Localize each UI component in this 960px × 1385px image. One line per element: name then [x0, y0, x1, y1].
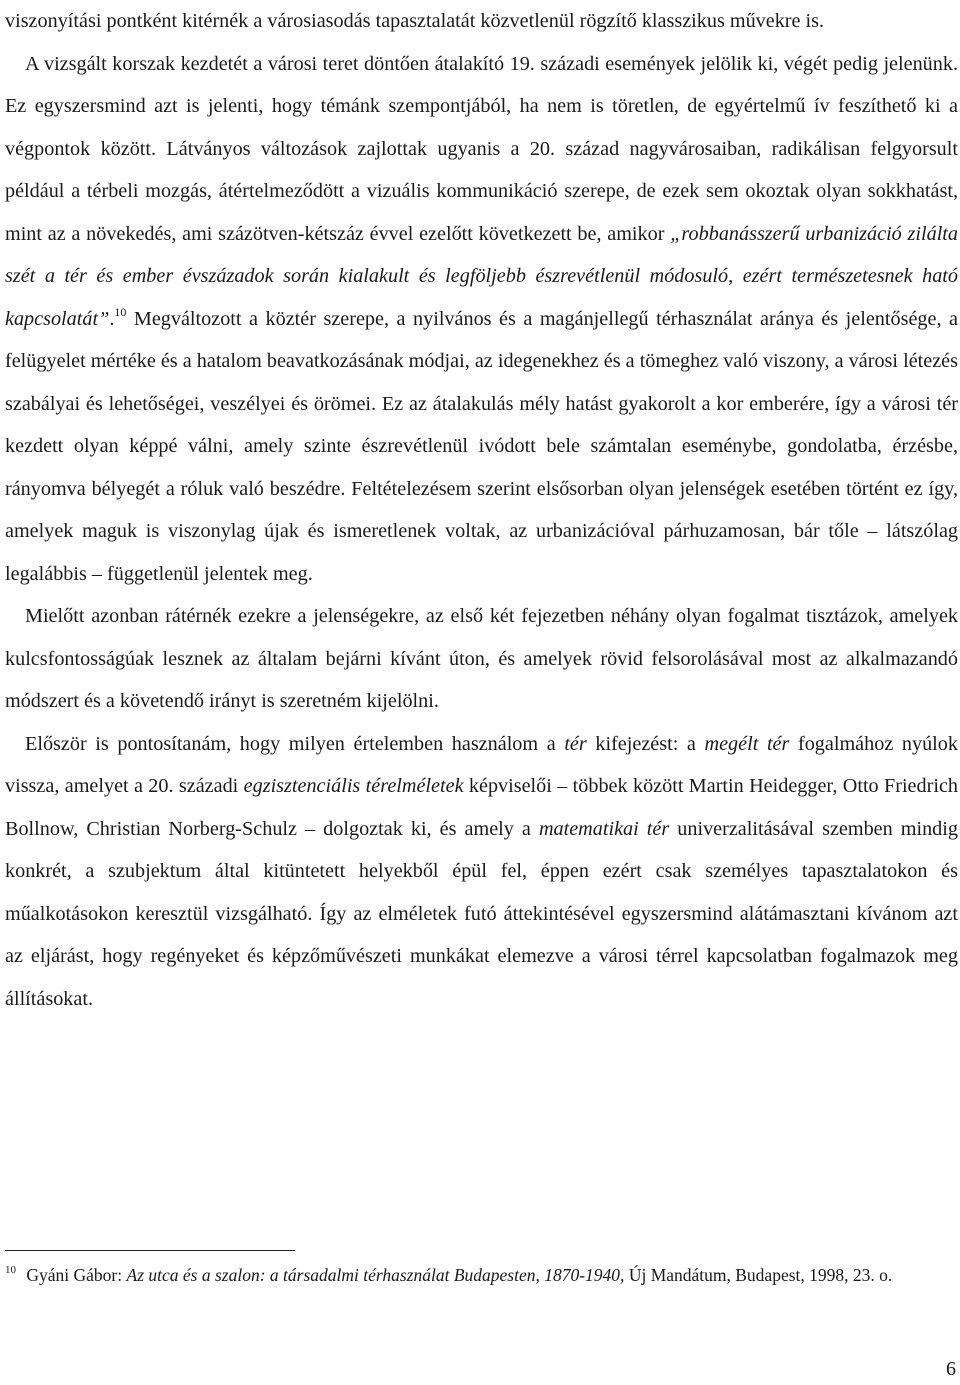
italic-term-egzisztencialis: egzisztenciális térelméletek: [243, 775, 464, 797]
footnote-author: Gyáni Gábor:: [22, 1265, 127, 1285]
page-number: 6: [946, 1358, 956, 1380]
paragraph-4-text-b: kifejezést: a: [586, 732, 705, 755]
footnote-reference[interactable]: 10: [114, 304, 127, 319]
paragraph-1: [5, 0, 958, 43]
paragraph-4-text-a: Először is pontosítanám, hogy milyen értelemben használom a: [25, 732, 565, 755]
body-text: [5, 0, 958, 1020]
paragraph-2-text-a: A vizsgált korszak kezdetét a városi teret döntően átalakító 19. századi események jelölik ki, végét pedig jelenünk. Ez egyszersmind azt is jelenti, hogy témánk szempontjából, ha nem is töretlen, de egyértelmű ív feszíthető ki a végpontok között. Látványos változások zajlottak ugyanis a 20. század nagyvárosaiban, radikálisan felgyorsult például a térbeli mozgás, átértelmeződött a vizuális kommunikáció szerepe, de ezek sem okoztak olyan sokkhatást, mint az a növekedés, ami százötven-kétszáz évvel ezelőtt következett be, amikor: [5, 52, 958, 245]
footnote-publication: Új Mandátum, Budapest, 1998, 23. o.: [624, 1265, 893, 1285]
paragraph-2: [5, 43, 958, 596]
paragraph-4-text-d: képviselői – többek között Martin Heidegger, Otto Friedrich Bollnow, Christian Norberg-Schulz – dolgoztak ki, és amely a: [5, 775, 958, 840]
paragraph-4-text-e: univerzalitásával szemben mindig konkrét, a szubjektum által kitüntetett helyekből épül fel, éppen ezért csak személyes tapasztalatokon és műalkotásokon keresztül vizsgálható. Így az elméletek futó áttekintésével egyszersmind alátámasztani kívánom azt az eljárást, hogy regényeket és képzőművészeti munkákat elemezve a városi térrel kapcsolatban fogalmazok meg állításokat.: [5, 817, 958, 1010]
paragraph-2-period: .: [109, 307, 115, 330]
footnote-separator: [5, 1250, 295, 1251]
italic-term-matematikai-ter: matematikai tér: [538, 817, 670, 840]
paragraph-1-text: viszonyítási pontként kitérnék a városiasodás tapasztalatát közvetlenül rögzítő klasszikus művekre is.: [5, 10, 825, 32]
footnote: [5, 1262, 945, 1288]
paragraph-2-text-b: Megváltozott a köztér szerepe, a nyilvános és a magánjellegű térhasználat aránya és jelentősége, a felügyelet mértéke és a hatalom beavatkozásának módjai, az idegenekhez és a tömeghez való viszony, a városi létezés szabályai és lehetőségei, veszélyei és örömei. Ez az átalakulás mély hatást gyakorolt a kor emberére, így a városi tér kezdett olyan képpé válni, amely szinte észrevétlenül ivódott bele számtalan eseménybe, gondolatba, érzésbe, rányomva bélyegét a róluk való beszédre. Feltételezésem szerint elsősorban olyan jelenségek esetében történt ez így, amelyek maguk is viszonylag újak és ismeretlenek voltak, az urbanizációval párhuzamosan, bár tőle – látszólag legalábbis – függetlenül jelentek meg.: [5, 307, 958, 585]
footnote-number: 10: [5, 1264, 16, 1276]
italic-quote: „robbanásszerű urbanizáció zilálta szét a tér és ember évszázadok során kialakult és legföljebb észrevétlenül módosuló, ezért természetesnek ható kapcsolatát”: [5, 222, 959, 330]
paragraph-3-text: Mielőtt azonban rátérnék ezekre a jelenségekre, az első két fejezetben néhány olyan fogalmat tisztázok, amelyek kulcsfontosságúak lesznek az általam bejárni kívánt úton, és amelyek rövid felsorolásával most az alkalmazandó módszert és a követendő irányt is szeretném kijelölni.: [5, 605, 958, 712]
italic-term-ter: tér: [564, 732, 587, 755]
paragraph-4: [5, 723, 958, 1021]
footnote-title: Az utca és a szalon: a társadalmi térhasználat Budapesten, 1870-1940,: [126, 1265, 625, 1285]
paragraph-3: [5, 595, 958, 723]
italic-term-megelt-ter: megélt tér: [704, 732, 790, 755]
paragraph-4-text-c: fogalmához nyúlok vissza, amelyet a 20. századi: [5, 732, 958, 797]
